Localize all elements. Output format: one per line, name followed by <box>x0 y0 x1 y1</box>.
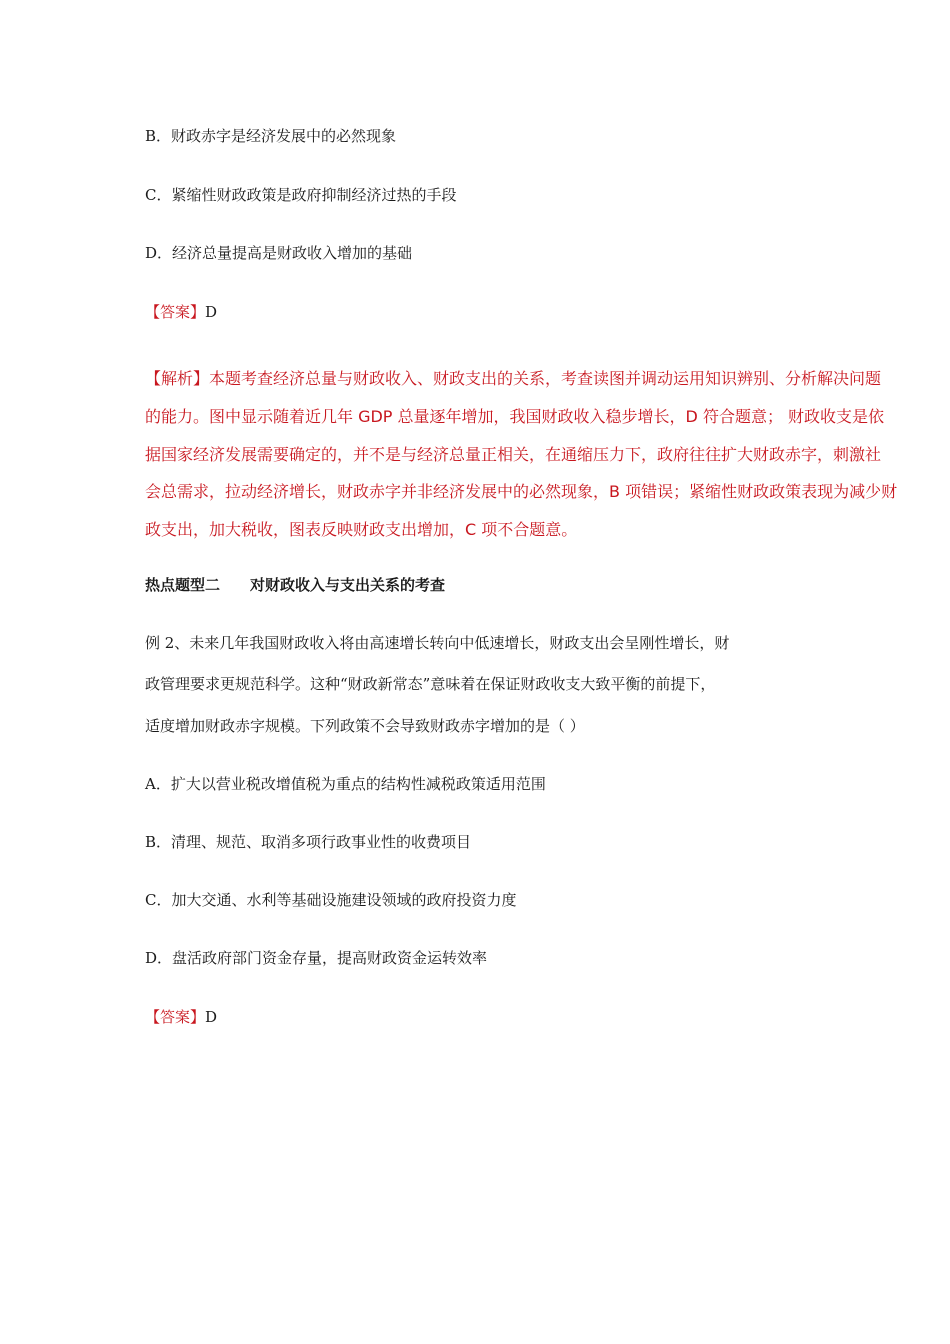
q1-option-c: C．紧缩性财政政策是政府抑制经济过热的手段 <box>145 186 457 204</box>
q2-option-d: D．盘活政府部门资金存量，提高财政资金运转效率 <box>145 949 488 967</box>
q2-option-a: A．扩大以营业税改增值税为重点的结构性减税政策适用范围 <box>145 775 546 793</box>
q1-option-d: D．经济总量提高是财政收入增加的基础 <box>145 244 413 262</box>
q1-analysis-line: 【解析】本题考查经济总量与财政收入、财政支出的关系，考查读图并调动运用知识辨别、分析解决问题 <box>145 369 882 388</box>
q1-option-b: B．财政赤字是经济发展中的必然现象 <box>145 127 397 145</box>
section-title: 热点题型二 <box>145 576 221 594</box>
q1-answer-value: D <box>205 303 218 321</box>
q1-analysis <box>145 360 935 549</box>
q1-analysis-line: 会总需求，拉动经济增长，财政赤字并非经济发展中的必然现象，B 项错误；紧缩性财政政策表现为减少财 <box>145 482 898 502</box>
section-subtitle: 对财政收入与支出关系的考查 <box>250 576 446 594</box>
q2-option-c: C．加大交通、水利等基础设施建设领域的政府投资力度 <box>145 891 517 909</box>
q1-analysis-line: 政支出，加大税收，图表反映财政支出增加，C 项不合题意。 <box>145 520 578 540</box>
q1-analysis-line: 的能力。图中显示随着近几年 GDP 总量逐年增加，我国财政收入稳步增长，D 符合题意； 财政收支是依 <box>145 406 885 426</box>
section-heading <box>145 575 445 595</box>
q2-answer <box>145 1007 217 1027</box>
q2-answer-value: D <box>205 1008 218 1026</box>
q2-stem-line: 适度增加财政赤字规模。下列政策不会导致财政赤字增加的是（ ） <box>145 717 585 735</box>
q1-answer <box>145 302 217 322</box>
q1-answer-tag: 【答案】 <box>145 303 206 321</box>
q2-option-b: B．清理、规范、取消多项行政事业性的收费项目 <box>145 833 472 851</box>
q2-answer-tag: 【答案】 <box>145 1008 206 1026</box>
q2-stem-line: 例 2、未来几年我国财政收入将由高速增长转向中低速增长，财政支出会呈刚性增长，财 <box>145 634 730 652</box>
q1-analysis-line: 据国家经济发展需要确定的，并不是与经济总量正相关，在通缩压力下，政府往往扩大财政赤字，刺激社 <box>145 444 882 464</box>
q2-stem-line: 政管理要求更规范科学。这种“财政新常态”意味着在保证财政收支大致平衡的前提下， <box>145 675 716 693</box>
